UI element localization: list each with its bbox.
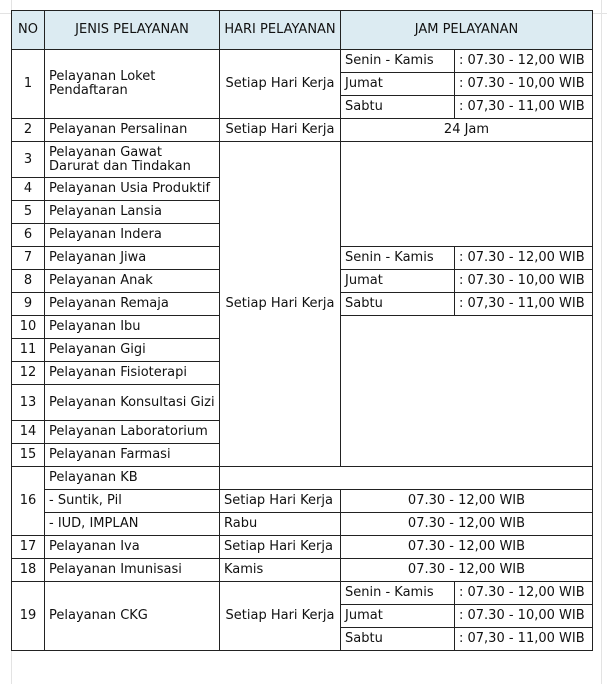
service-name: Pelayanan Remaja (45, 293, 220, 316)
schedule-day: Senin - Kamis (341, 50, 455, 73)
table-row (12, 582, 593, 605)
service-sub-name: - IUD, IMPLAN (45, 513, 220, 536)
service-name: Pelayanan CKG (45, 582, 220, 651)
row-no: 18 (12, 559, 45, 582)
row-no: 10 (12, 316, 45, 339)
schedule-day: Sabtu (341, 96, 455, 119)
schedule-time: : 07.30 - 12,00 WIB (455, 50, 593, 73)
row-no: 13 (12, 385, 45, 421)
service-name: Pelayanan Persalinan (45, 119, 220, 142)
service-sub-name: - Suntik, Pil (45, 490, 220, 513)
schedule-time: : 07.30 - 12,00 WIB (455, 247, 593, 270)
row-no: 3 (12, 142, 45, 178)
service-name: Pelayanan Gigi (45, 339, 220, 362)
table-row (12, 513, 593, 536)
service-days: Kamis (220, 559, 341, 582)
service-name: Pelayanan Fisioterapi (45, 362, 220, 385)
service-name: Pelayanan Ibu (45, 316, 220, 339)
empty-schedule-cell (341, 316, 593, 467)
schedule-day: Sabtu (341, 293, 455, 316)
service-name: Pelayanan Laboratorium (45, 421, 220, 444)
row-no: 16 (12, 467, 45, 536)
row-no: 19 (12, 582, 45, 651)
service-days: Setiap Hari Kerja (220, 490, 341, 513)
service-name: Pelayanan Indera (45, 224, 220, 247)
schedule-time: : 07,30 - 11,00 WIB (455, 628, 593, 651)
header-jam-pelayanan: JAM PELAYANAN (341, 11, 593, 50)
schedule-time: : 07.30 - 10,00 WIB (455, 73, 593, 96)
row-no: 14 (12, 421, 45, 444)
schedule-day: Jumat (341, 605, 455, 628)
schedule-time: 07.30 - 12,00 WIB (341, 513, 593, 536)
schedule-time: : 07,30 - 11,00 WIB (455, 293, 593, 316)
service-name: Pelayanan Loket Pendaftaran (45, 50, 220, 119)
service-schedule-table (11, 10, 593, 651)
service-name: Pelayanan Usia Produktif (45, 178, 220, 201)
row-no: 8 (12, 270, 45, 293)
schedule-time: : 07.30 - 10,00 WIB (455, 270, 593, 293)
schedule-day: Jumat (341, 73, 455, 96)
empty-schedule-cell (341, 142, 593, 247)
table-row (12, 119, 593, 142)
header-row (12, 11, 593, 50)
table-row (12, 142, 593, 178)
row-no: 9 (12, 293, 45, 316)
service-days: Setiap Hari Kerja (220, 582, 341, 651)
service-days: Setiap Hari Kerja (220, 536, 341, 559)
row-no: 17 (12, 536, 45, 559)
table-row (12, 536, 593, 559)
row-no: 6 (12, 224, 45, 247)
table-row (12, 490, 593, 513)
schedule-time: : 07,30 - 11,00 WIB (455, 96, 593, 119)
row-no: 15 (12, 444, 45, 467)
service-name: Pelayanan Farmasi (45, 444, 220, 467)
schedule-time: 24 Jam (341, 119, 593, 142)
row-no: 11 (12, 339, 45, 362)
schedule-day: Senin - Kamis (341, 582, 455, 605)
header-jenis-pelayanan: JENIS PELAYANAN (45, 11, 220, 50)
row-no: 12 (12, 362, 45, 385)
header-hari-pelayanan: HARI PELAYANAN (220, 11, 341, 50)
service-name: Pelayanan Iva (45, 536, 220, 559)
schedule-day: Senin - Kamis (341, 247, 455, 270)
schedule-time: 07.30 - 12,00 WIB (341, 536, 593, 559)
service-days: Setiap Hari Kerja (220, 119, 341, 142)
service-days: Rabu (220, 513, 341, 536)
row-no: 4 (12, 178, 45, 201)
row-no: 5 (12, 201, 45, 224)
header-no: NO (12, 11, 45, 50)
service-name: Pelayanan Anak (45, 270, 220, 293)
schedule-time: : 07.30 - 10,00 WIB (455, 605, 593, 628)
service-name: Pelayanan Jiwa (45, 247, 220, 270)
schedule-day: Jumat (341, 270, 455, 293)
service-name: Pelayanan Imunisasi (45, 559, 220, 582)
service-name: Pelayanan Gawat Darurat dan Tindakan (45, 142, 220, 178)
empty-schedule-cell (220, 467, 593, 490)
service-days: Setiap Hari Kerja (220, 142, 341, 467)
table-row (12, 559, 593, 582)
schedule-day: Sabtu (341, 628, 455, 651)
service-name: Pelayanan Lansia (45, 201, 220, 224)
table-row (12, 467, 593, 490)
row-no: 7 (12, 247, 45, 270)
row-no: 1 (12, 50, 45, 119)
schedule-time: 07.30 - 12,00 WIB (341, 559, 593, 582)
schedule-time: 07.30 - 12,00 WIB (341, 490, 593, 513)
service-days: Setiap Hari Kerja (220, 50, 341, 119)
row-no: 2 (12, 119, 45, 142)
schedule-time: : 07.30 - 12,00 WIB (455, 582, 593, 605)
service-name: Pelayanan KB (45, 467, 220, 490)
service-name: Pelayanan Konsultasi Gizi (45, 385, 220, 421)
table-row (12, 50, 593, 73)
